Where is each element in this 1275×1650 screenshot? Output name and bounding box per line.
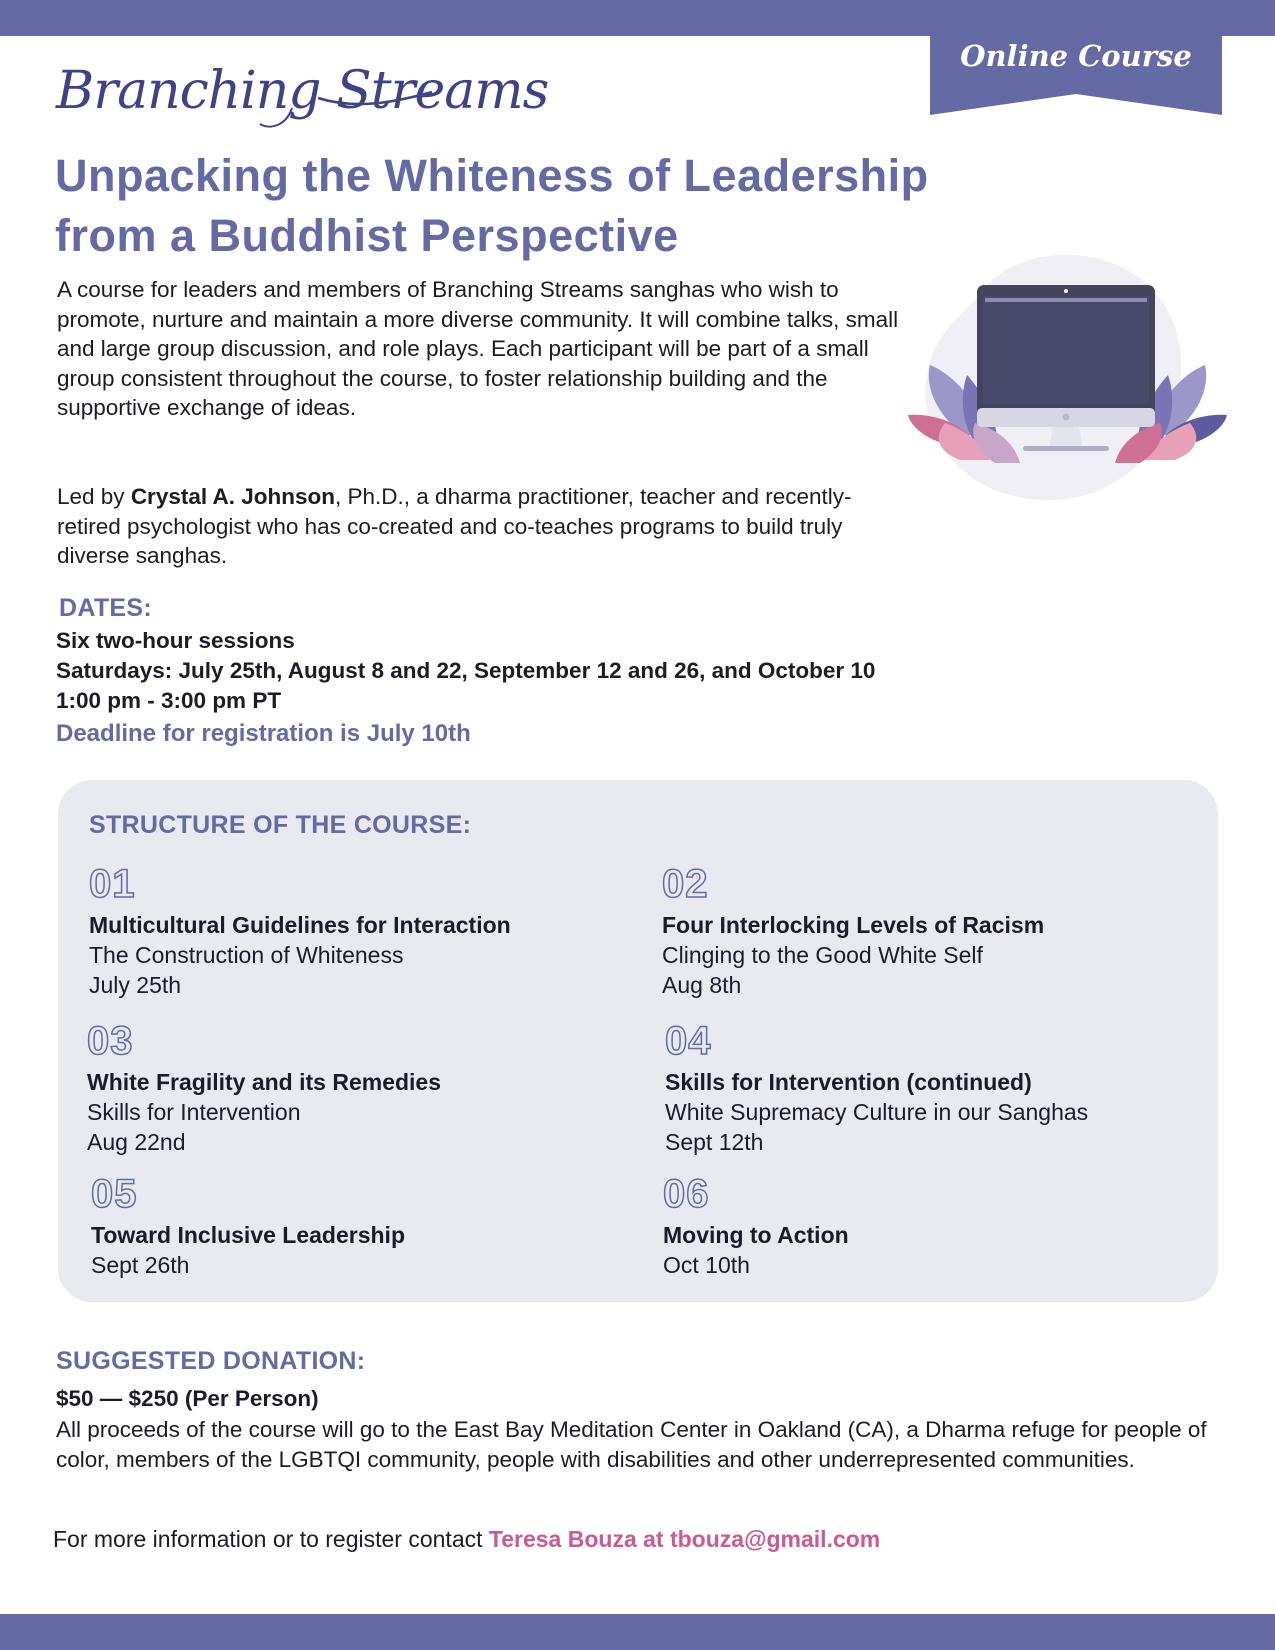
module-number: 03 [87, 1019, 134, 1063]
module-number: 04 [665, 1019, 712, 1063]
online-course-label: Online Course [960, 39, 1192, 73]
bottom-banner-bar [0, 1614, 1275, 1650]
module-number: 02 [662, 862, 709, 906]
led-by-paragraph [57, 482, 907, 571]
module-card [87, 1019, 607, 1157]
module-title: Multicultural Guidelines for Interaction [89, 912, 511, 938]
page-title [55, 146, 1035, 266]
top-banner-bar [0, 0, 1275, 36]
module-title: Skills for Intervention (continued) [665, 1069, 1032, 1095]
led-by-description: , Ph.D., a dharma practitioner, teacher and recently-retired psychologist who has co-created and co-teaches programs to build truly diverse sanghas. [57, 484, 852, 568]
module-title: Toward Inclusive Leadership [91, 1222, 405, 1248]
computer-lotus-icon [905, 245, 1230, 505]
contact-prefix: For more information or to register contact [53, 1526, 489, 1552]
module-date: Aug 22nd [87, 1129, 186, 1155]
module-title: White Fragility and its Remedies [87, 1069, 442, 1095]
module-topic: White Supremacy Culture in our Sanghas [665, 1099, 1089, 1125]
logo-wordmark: Branching Streams [56, 61, 549, 121]
contact-email-link[interactable]: Teresa Bouza at tbouza@gmail.com [488, 1526, 881, 1552]
dates-sessions: Six two-hour sessions [56, 628, 295, 653]
title-line-2: from a Buddhist Perspective [55, 210, 679, 261]
module-title: Four Interlocking Levels of Racism [662, 912, 1045, 938]
donation-amount: $50 — $250 (Per Person) [56, 1386, 319, 1411]
led-by-prefix: Led by [57, 484, 131, 509]
dates-details [56, 626, 875, 716]
module-card [91, 1172, 611, 1280]
dates-heading: DATES: [59, 594, 152, 622]
module-date: July 25th [89, 972, 182, 998]
structure-heading: STRUCTURE OF THE COURSE: [89, 811, 472, 839]
module-card [662, 862, 1182, 1000]
logo-swash-icon [56, 48, 549, 134]
contact-line [53, 1524, 880, 1554]
intro-paragraph: A course for leaders and members of Branching Streams sanghas who wish to promote, nurture and maintain a more diverse community. It will combine talks, small and large group discussion, and role plays. Each participant will be part of a small group consistent throughout the course, to foster relationship building and the supportive exchange of ideas. [57, 277, 899, 420]
module-date: Sept 12th [665, 1129, 764, 1155]
dates-time: 1:00 pm - 3:00 pm PT [56, 688, 282, 713]
title-line-1: Unpacking the Whiteness of Leadership [55, 150, 929, 201]
branching-streams-logo [56, 48, 549, 134]
module-topic: Skills for Intervention [87, 1099, 301, 1125]
donation-description: All proceeds of the course will go to the East Bay Meditation Center in Oakland (CA), a Dharma refuge for people of color, members of the LGBTQI community, people with disabilities and other underrepresented communities. [56, 1417, 1207, 1472]
module-card [665, 1019, 1185, 1157]
module-number: 06 [663, 1172, 710, 1216]
dates-days: Saturdays: July 25th, August 8 and 22, September 12 and 26, and October 10 [56, 658, 876, 683]
module-date: Oct 10th [663, 1252, 750, 1278]
leader-name: Crystal A. Johnson [130, 484, 336, 509]
module-card [89, 862, 609, 1000]
module-number: 05 [91, 1172, 138, 1216]
module-topic: Clinging to the Good White Self [662, 942, 983, 968]
module-date: Sept 26th [91, 1252, 190, 1278]
module-number: 01 [89, 862, 136, 906]
module-date: Aug 8th [662, 972, 742, 998]
module-topic: The Construction of Whiteness [89, 942, 404, 968]
donation-heading: SUGGESTED DONATION: [56, 1347, 366, 1375]
module-card [663, 1172, 1183, 1280]
registration-deadline: Deadline for registration is July 10th [56, 720, 471, 747]
module-title: Moving to Action [663, 1222, 849, 1248]
